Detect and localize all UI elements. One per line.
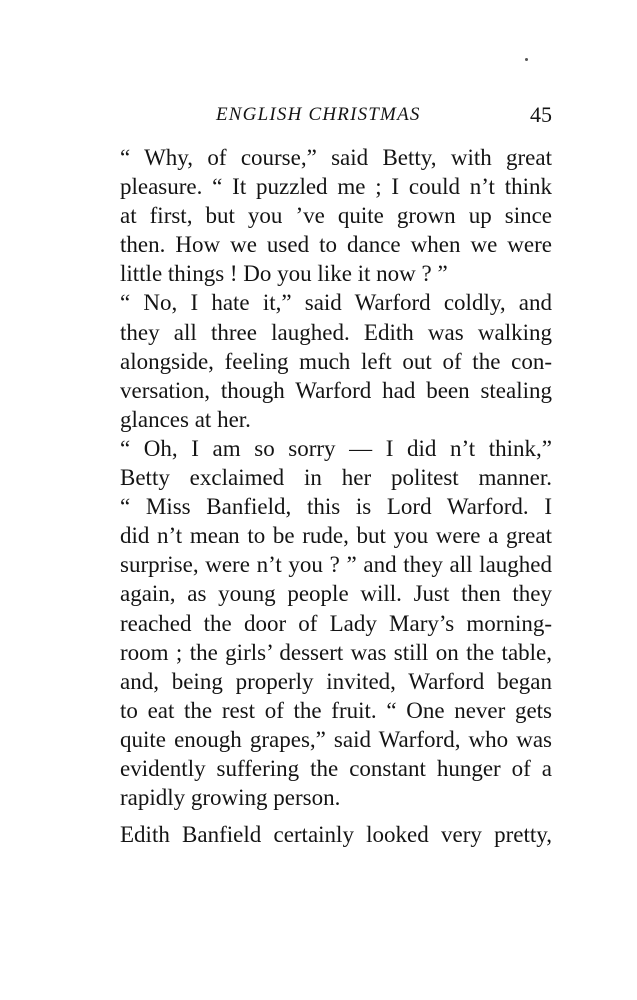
text-line: room ; the girls’ dessert was still on the table, (120, 639, 552, 665)
text-line: quite enough grapes,” said Warford, who was (120, 726, 552, 752)
text-line: “ Why, of course,” said Betty, with great (120, 145, 552, 170)
text-line: they all three laughed. Edith was walking (120, 319, 552, 345)
text-line: “ No, I hate it,” said Warford coldly, and (120, 290, 552, 316)
text-line: little things ! Do you like it now ? ” (120, 261, 448, 287)
text-line: Betty exclaimed in her politest manner. (120, 465, 552, 491)
text-line: at first, but you ’ve quite grown up since (120, 203, 552, 229)
paper-speck (525, 58, 528, 61)
page-number: 45 (530, 102, 552, 127)
text-line: then. How we used to dance when we were (120, 232, 552, 258)
text-line: versation, though Warford had been stealing (120, 377, 552, 403)
text-line: “ Miss Banfield, this is Lord Warford. I (120, 494, 552, 520)
text-line: surprise, were n’t you ? ” and they all laughed (120, 552, 552, 578)
text-line: alongside, feeling much left out of the con- (120, 348, 552, 374)
text-line: rapidly growing person. (120, 785, 341, 811)
text-line: “ Oh, I am so sorry — I did n’t think,” (120, 435, 552, 461)
text-line: to eat the rest of the fruit. “ One never gets (120, 697, 552, 723)
text-line: again, as young people will. Just then they (120, 581, 552, 607)
body-text (120, 143, 552, 849)
text-line: reached the door of Lady Mary’s morning- (120, 610, 552, 636)
running-title: ENGLISH CHRISTMAS (216, 104, 421, 125)
text-line: evidently suffering the constant hunger of a (120, 755, 552, 781)
text-line: did n’t mean to be rude, but you were a great (120, 523, 552, 549)
text-line: pleasure. “ It puzzled me ; I could n’t think (120, 174, 552, 200)
running-head (120, 104, 552, 130)
text-line: and, being properly invited, Warford began (120, 668, 552, 694)
text-line: Edith Banfield certainly looked very pretty, (120, 822, 552, 848)
text-line: glances at her. (120, 406, 251, 432)
